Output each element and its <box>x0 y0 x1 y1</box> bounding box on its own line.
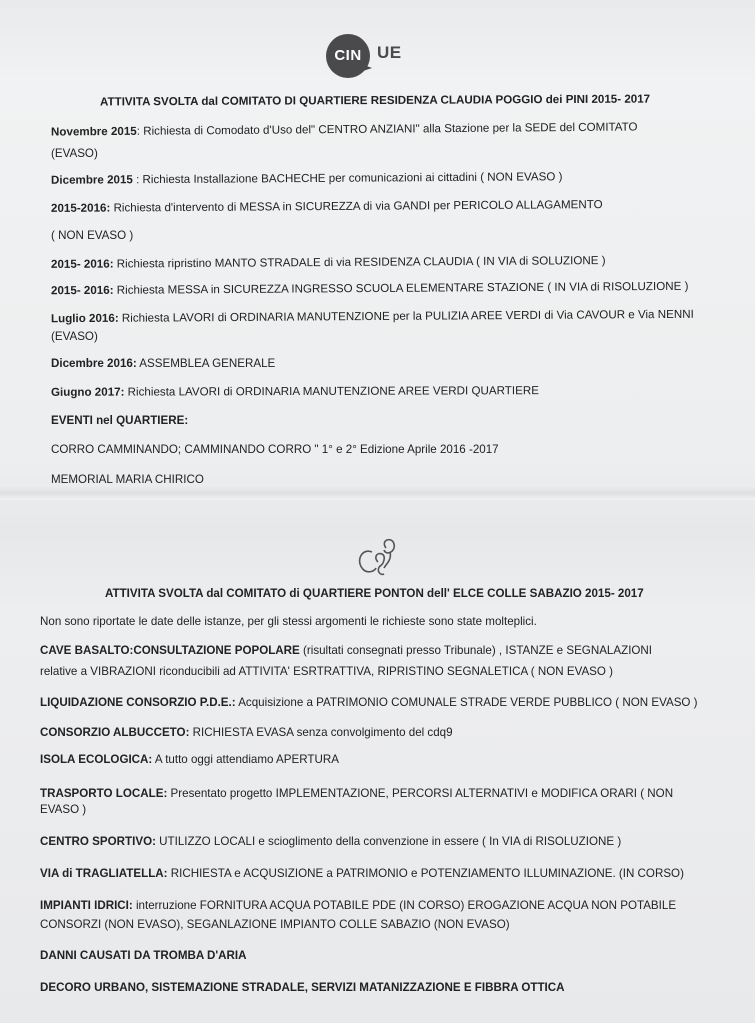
section2-item-9: DANNI CAUSATI DA TROMBA D'ARIA <box>40 949 247 962</box>
section2-item-3: CONSORZIO ALBUCCETO: RICHIESTA EVASA senza convolgimento del cdq9 <box>40 726 453 739</box>
logo-text: UE <box>377 43 402 62</box>
section2-item-5-cont: EVASO ) <box>40 803 87 816</box>
event-item-2: MEMORIAL MARIA CHIRICO <box>51 473 204 486</box>
section2-title: ATTIVITA SVOLTA dal COMITATO di QUARTIERE PONTON dell' ELCE COLLE SABAZIO 2015- 2017 <box>105 587 644 600</box>
section2-item-8: IMPIANTI IDRICI: interruzione FORNITURA ACQUA POTABILE PDE (IN CORSO) EROGAZIONE ACQUA NON POTABILE <box>40 899 677 912</box>
section1-title: ATTIVITA SVOLTA dal COMITATO DI QUARTIERE RESIDENZA CLAUDIA POGGIO dei PINI 2015- 2017 <box>99 92 651 109</box>
section1-item-8: Giugno 2017: Richiesta LAVORI di ORDINARIA MANUTENZIONE AREE VERDI QUARTIERE <box>50 384 539 399</box>
section1-item-3-cont: ( NON EVASO ) <box>51 229 134 242</box>
event-item-1: CORRO CAMMINANDO; CAMMINANDO CORRO " 1° e 2° Edizione Aprile 2016 -2017 <box>51 443 499 456</box>
section2-intro: Non sono riportate le date delle istanze, per gli stessi argomenti le richieste sono state molteplici. <box>40 615 537 628</box>
section2-item-4: ISOLA ECOLOGICA: A tutto oggi attendiamo APERTURA <box>40 753 339 766</box>
cdq-logo <box>350 534 410 582</box>
cinque-logo <box>322 32 422 82</box>
section1-item-7: Dicembre 2016: ASSEMBLEA GENERALE <box>51 357 276 370</box>
section2-item-5: TRASPORTO LOCALE: Presentato progetto IMPLEMENTAZIONE, PERCORSI ALTERNATIVI e MODIFICA ORARI ( NON <box>40 787 674 800</box>
logo-speech-tail <box>360 65 372 76</box>
section1-item-3: 2015-2016: Richiesta d'intervento di MESSA in SICUREZZA di via GANDI per PERICOLO ALLAGAMENTO <box>50 198 603 215</box>
section2-item-1-cont: relative a VIBRAZIONI riconducibili ad ATTIVITA' ESRTRATTIVA, RIPRISTINO SEGNALETICA ( NON EVASO ) <box>40 665 614 678</box>
section2-item-7: VIA di TRAGLIATELLA: RICHIESTA e ACQUSIZIONE a PATRIMONIO e POTENZIAMENTO ILLUMINAZIONE. (IN CORSO) <box>40 867 684 880</box>
section2-item-10: DECORO URBANO, SISTEMAZIONE STRADALE, SERVIZI MATANIZZAZIONE E FIBBRA OTTICA <box>40 981 565 994</box>
section1-item-5: 2015- 2016: Richiesta MESSA in SICUREZZA INGRESSO SCUOLA ELEMENTARE STAZIONE ( IN VIA di RISOLUZIONE ) <box>50 279 689 298</box>
section1-item-4: 2015- 2016: Richiesta ripristino MANTO STRADALE di via RESIDENZA CLAUDIA ( IN VIA di SOLUZIONE ) <box>50 254 606 271</box>
logo-circle: CIN <box>326 34 370 78</box>
section1-item-6: Luglio 2016: Richiesta LAVORI di ORDINARIA MANUTENZIONE per la PULIZIA AREE VERDI di Via CAVOUR e Via NENNI <box>50 307 694 326</box>
events-heading: EVENTI nel QUARTIERE: <box>51 414 189 427</box>
section1-item-1: Novembre 2015: Richiesta di Comodato d'Uso del" CENTRO ANZIANI" alla Stazione per la SEDE del COMITATO <box>50 120 638 139</box>
section1-item-1-cont: (EVASO) <box>51 147 98 160</box>
section1-item-6-cont: (EVASO) <box>51 330 98 343</box>
section2-item-8-cont: CONSORZI (NON EVASO), SEGANLAZIONE IMPIANTO COLLE SABAZIO (NON EVASO) <box>40 918 510 931</box>
section1-item-2: Dicembre 2015 : Richiesta Installazione BACHECHE per comunicazioni ai cittadini ( NON EVASO ) <box>50 170 563 187</box>
section2-item-2: LIQUIDAZIONE CONSORZIO P.D.E.: Acquisizione a PATRIMONIO COMUNALE STRADE VERDE PUBBLICO ( NON EVASO ) <box>40 696 698 709</box>
section2-item-6: CENTRO SPORTIVO: UTILIZZO LOCALI e scioglimento della convenzione in essere ( In VIA di RISOLUZIONE ) <box>40 835 622 848</box>
section2-item-1: CAVE BASALTO:CONSULTAZIONE POPOLARE (risultati consegnati presso Tribunale) , ISTANZE e SEGNALAZIONI <box>40 644 653 657</box>
